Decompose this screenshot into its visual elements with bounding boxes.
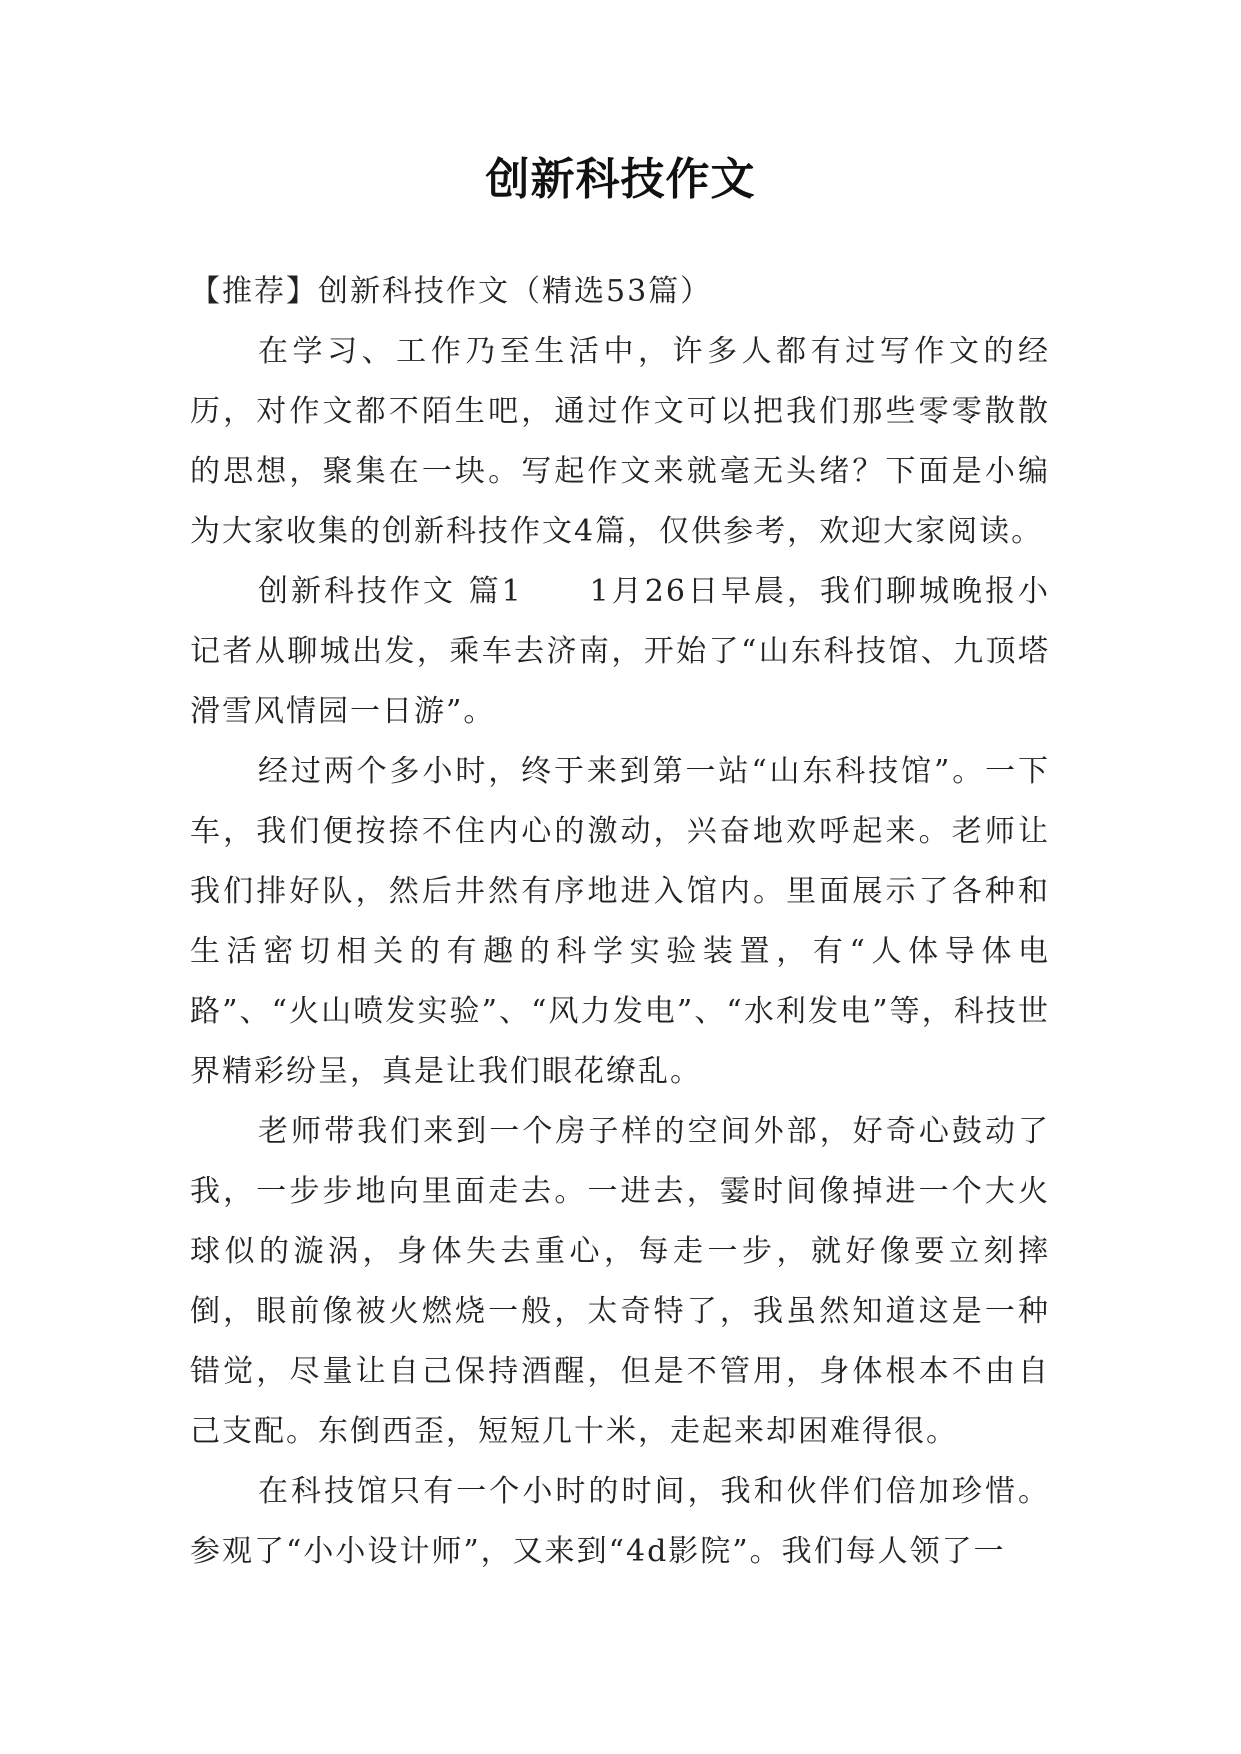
- essay-paragraph-4: 在科技馆只有一个小时的时间，我和伙伴们倍加珍惜。参观了“小小设计师”，又来到“4d影院”。我们每人领了一: [190, 1474, 1050, 1569]
- essay-paragraph-2: 经过两个多小时，终于来到第一站“山东科技馆”。一下车，我们便按捺不住内心的激动，兴奋地欢呼起来。老师让我们排好队，然后井然有序地进入馆内。里面展示了各种和生活密切相关的有趣的科学实验装置，有“人体导体电路”、“火山喷发实验”、“风力发电”、“水利发电”等，科技世界精彩纷呈，真是让我们眼花缭乱。: [190, 754, 1050, 1089]
- essay-paragraph-1: 创新科技作文 篇1 1月26日早晨，我们聊城晚报小记者从聊城出发，乘车去济南，开始了“山东科技馆、九顶塔滑雪风情园一日游”。: [190, 574, 1050, 729]
- document-body: [190, 262, 1050, 1582]
- essay-paragraph-3: 老师带我们来到一个房子样的空间外部，好奇心鼓动了我，一步步地向里面走去。一进去，霎时间像掉进一个大火球似的漩涡，身体失去重心，每走一步，就好像要立刻摔倒，眼前像被火燃烧一般，太奇特了，我虽然知道这是一种错觉，尽量让自己保持酒醒，但是不管用，身体根本不由自己支配。东倒西歪，短短几十米，走起来却困难得很。: [190, 1114, 1050, 1449]
- document-title: 创新科技作文: [485, 154, 756, 205]
- recommend-line: 【推荐】创新科技作文（精选53篇）: [190, 274, 713, 309]
- intro-paragraph: 在学习、工作乃至生活中，许多人都有过写作文的经历，对作文都不陌生吧，通过作文可以把我们那些零零散散的思想，聚集在一块。写起作文来就毫无头绪？下面是小编为大家收集的创新科技作文4篇，仅供参考，欢迎大家阅读。: [190, 334, 1050, 549]
